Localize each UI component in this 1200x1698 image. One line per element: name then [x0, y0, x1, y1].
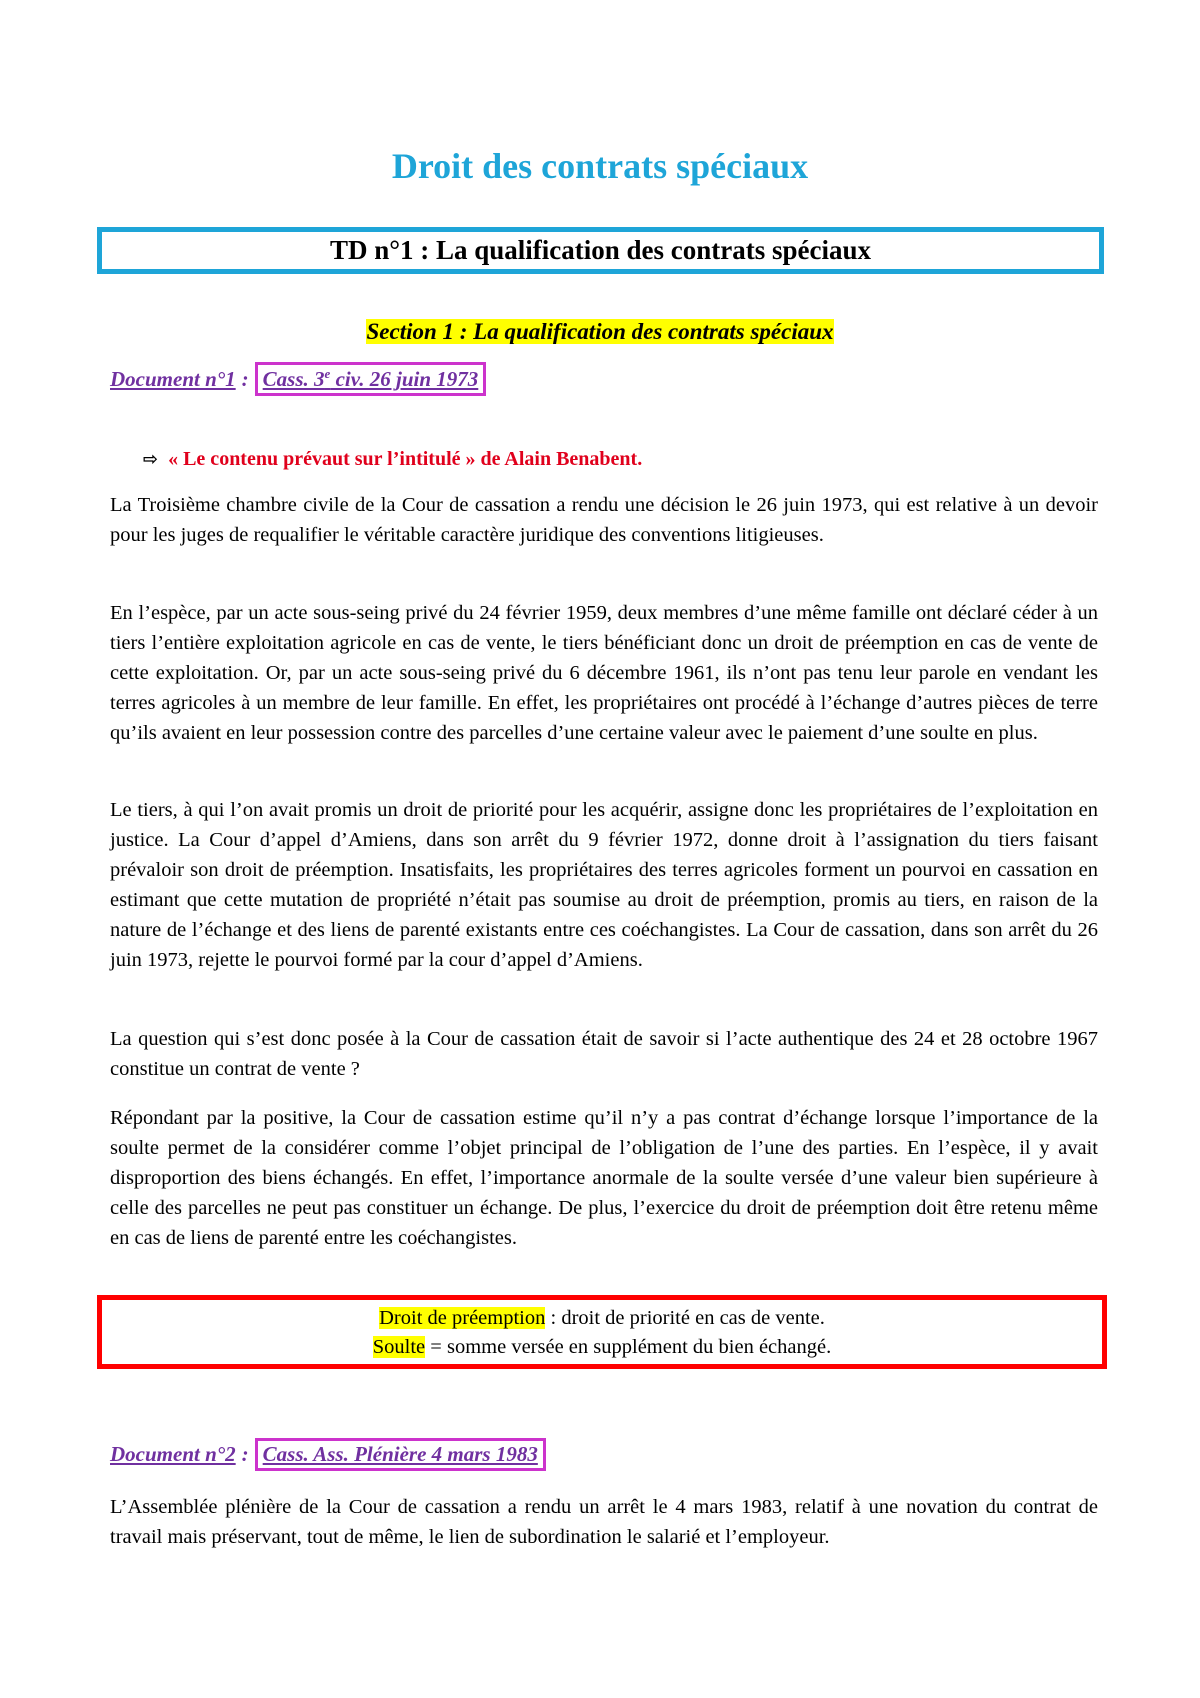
definition-separator: : [545, 1307, 562, 1329]
quote-text: « Le contenu prévaut sur l’intitulé » de Alain Benabent. [168, 448, 643, 470]
document-1-colon: : [241, 366, 249, 391]
definition-row [102, 1304, 1102, 1333]
td-heading-box [97, 227, 1104, 274]
definition-term: Soulte [372, 1336, 426, 1358]
definition-row [102, 1333, 1102, 1362]
document-1-reference-sup: e [324, 366, 331, 381]
document-2-heading [110, 1438, 546, 1471]
paragraph-1: La Troisième chambre civile de la Cour de cassation a rendu une décision le 26 juin 1973, qui est relative à un devoir pour les juges de requalifier le véritable caractère juridique des conventions litigieuses. [110, 494, 1098, 546]
paragraph-5: Répondant par la positive, la Cour de cassation estime qu’il n’y a pas contrat d’échange lorsque l’importance de la soulte permet de la considérer comme l’objet principal de l’obligation de l’une des parties. En l’espèce, il y avait disproportion des biens échangés. En effet, l’importance anormale de la soulte versée d’une valeur bien supérieure à celle des parcelles ne peut pas constituer un échange. De plus, l’exercice du droit de préemption doit être retenu même en cas de liens de parenté entre les coéchangistes. [110, 1107, 1098, 1249]
arrow-right-icon: ⇨ [143, 449, 159, 470]
document-1-reference-prefix: Cass. 3 [262, 367, 325, 391]
td-heading: TD n°1 : La qualification des contrats spéciaux [329, 235, 872, 265]
paragraph-2: En l’espèce, par un acte sous-seing privé du 24 février 1959, deux membres d’une même famille ont déclaré céder à un tiers l’entière exploitation agricole en cas de vente, le tiers bénéficiant donc un droit de préemption en cas de vente de cette exploitation. Or, par un acte sous-seing privé du 6 décembre 1961, ils n’ont pas tenu leur parole en vendant les terres agricoles à un membre de leur famille. En effet, les propriétaires ont procédé à l’échange d’autres pièces de terre qu’ils avaient en leur possession contre des parcelles d’une certaine valeur avec le paiement d’une soulte en plus. [110, 602, 1098, 744]
paragraph-3: Le tiers, à qui l’on avait promis un droit de priorité pour les acquérir, assigne donc les propriétaires de l’exploitation en justice. La Cour d’appel d’Amiens, dans son arrêt du 9 février 1972, donne droit à l’assignation du tiers faisant prévaloir son droit de préemption. Insatisfaits, les propriétaires des terres agricoles forment un pourvoi en cassation en estimant que cette mutation de propriété n’était pas soumise au droit de préemption, promis au tiers, en raison de la nature de l’échange et des liens de parenté existants entre ces coéchangistes. La Cour de cassation, dans son arrêt du 26 juin 1973, rejette le pourvoi formé par la cour d’appel d’Amiens. [110, 799, 1098, 971]
definition-text: droit de priorité en cas de vente. [561, 1307, 825, 1329]
page-title: Droit des contrats spéciaux [391, 146, 809, 186]
document-1-reference-suffix: civ. 26 juin 1973 [330, 367, 479, 391]
paragraph-6: L’Assemblée plénière de la Cour de cassation a rendu un arrêt le 4 mars 1983, relatif à une novation du contrat de travail mais préservant, tout de même, le lien de subordination le salarié et l’employeur. [110, 1496, 1098, 1548]
section-heading [0, 319, 1200, 345]
definition-text: somme versée en supplément du bien échangé. [446, 1336, 832, 1358]
definition-separator: = [425, 1336, 447, 1358]
section-heading-text: Section 1 : La qualification des contrats spéciaux [366, 319, 834, 344]
document-1-reference [255, 362, 487, 396]
definition-term: Droit de préemption [379, 1307, 546, 1329]
document-2-colon: : [241, 1442, 249, 1466]
document-1-label: Document n°1 [110, 366, 236, 391]
definitions-box [97, 1295, 1107, 1369]
paragraph-4: La question qui s’est donc posée à la Cour de cassation était de savoir si l’acte authentique des 24 et 28 octobre 1967 constitue un contrat de vente ? [110, 1028, 1098, 1080]
document-2-reference: Cass. Ass. Plénière 4 mars 1983 [255, 1438, 546, 1471]
document-2-label: Document n°2 [110, 1442, 236, 1466]
document-1-heading [110, 362, 486, 396]
quote-line [143, 448, 642, 471]
